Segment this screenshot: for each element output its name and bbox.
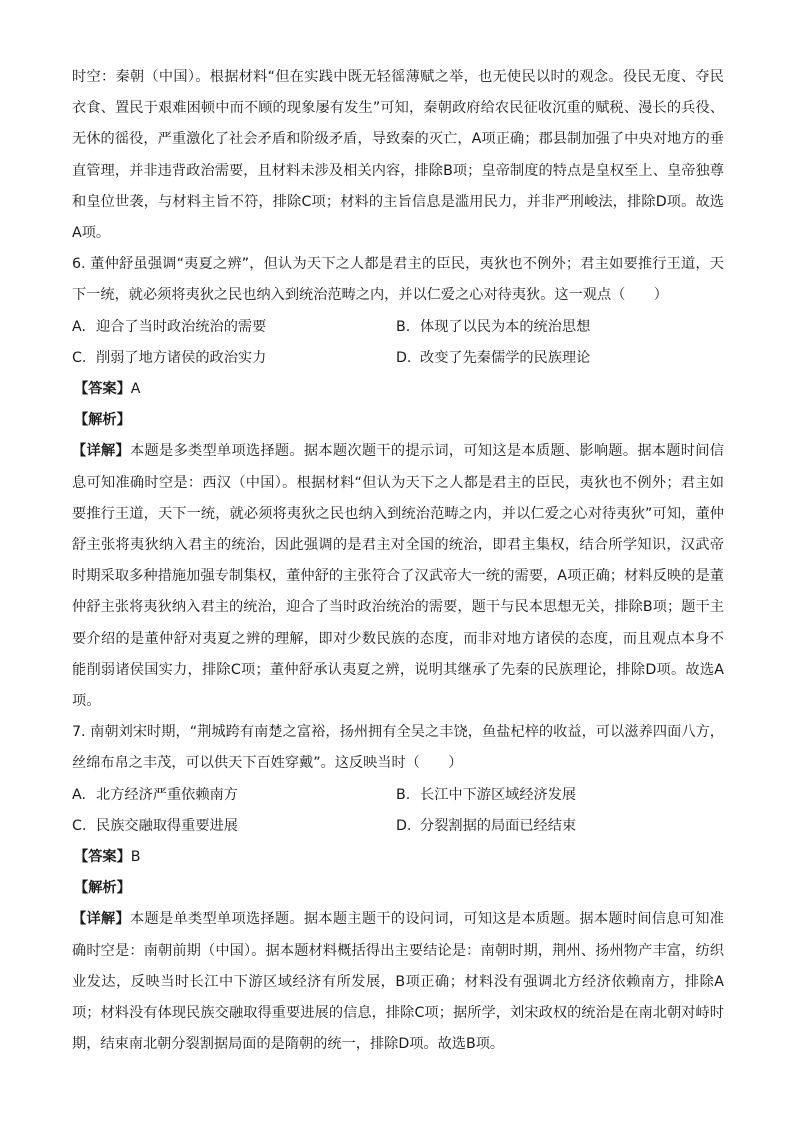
q6-option-b — [396, 312, 724, 343]
question-6 — [72, 249, 724, 717]
option-text: 民族交融取得重要进展 — [96, 817, 238, 834]
q6-analysis-line — [72, 405, 724, 436]
answer-tag: 【答案】 — [74, 849, 131, 866]
option-text: 北方经济严重依赖南方 — [96, 786, 238, 803]
question-6-stem: 6. 董仲舒虽强调“夷夏之辨”，但认为天下之人都是君主的臣民，夷狄也不例外；君主如要推行王道，天下一统，就必须将夷狄之民也纳入到统治范畴之内，并以仁爱之心对待夷狄。这一观点（ ） — [72, 256, 724, 304]
q6-detail-paragraph — [72, 436, 724, 717]
q7-answer-line — [72, 842, 724, 873]
q6-option-c — [72, 343, 396, 374]
q7-option-a — [72, 780, 396, 811]
answer-value: B — [130, 849, 141, 866]
detail-tag: 【详解】 — [72, 911, 130, 928]
option-letter: D. — [396, 817, 412, 834]
option-letter: A. — [72, 786, 86, 803]
question-6-options — [72, 312, 724, 374]
option-text: 改变了先秦儒学的民族理论 — [420, 349, 591, 366]
option-letter: D. — [396, 349, 412, 366]
question-7 — [72, 717, 724, 1060]
option-text: 削弱了地方诸侯的政治实力 — [96, 349, 267, 366]
document-page — [72, 62, 724, 1061]
option-letter: C. — [72, 349, 87, 366]
option-letter: C. — [72, 817, 87, 834]
detail-text: 本题是多类型单项选择题。据本题次题干的提示词，可知这是本质题、影响题。据本题时间信息可知准确时空是：西汉（中国）。根据材料“但认为天下之人都是君主的臣民，夷狄也不例外；君主如要推行王道，天下一统，就必须将夷狄之民也纳入到统治范畴之内，并以仁爱之心对待夷狄”可知，董仲舒主张将夷狄纳入君主的统治，因此强调的是君主对全国的统治，即君主集权，结合所学知识，汉武帝时期采取多种措施加强专制集权，董仲舒的主张符合了汉武帝大一统的需要，A项正确；材料反映的是董仲舒主张将夷狄纳入君主的统治，迎合了当时政治统治的需要，题干与民本思想无关，排除B项；题干主要介绍的是董仲舒对夷夏之辨的理解，即对少数民族的态度，而非对地方诸侯的态度，而且观点本身不能削弱诸侯国实力，排除C项；董仲舒承认夷夏之辨，说明其继承了先秦的民族理论，排除D项。故选A项。 — [72, 443, 724, 710]
q6-answer-line — [72, 374, 724, 405]
question-7-options — [72, 780, 724, 842]
q7-option-c — [72, 811, 396, 842]
q6-option-d — [396, 343, 724, 374]
option-letter: A. — [72, 318, 86, 335]
option-letter: B. — [396, 786, 411, 803]
analysis-tag: 【解析】 — [74, 880, 131, 897]
q7-option-d — [396, 811, 724, 842]
option-text: 分裂割据的局面已经结束 — [420, 817, 577, 834]
detail-text: 本题是单类型单项选择题。据本题主题干的设问词，可知这是本质题。据本题时间信息可知准确时空是：南朝前期（中国）。据本题材料概括得出主要结论是：南朝时期，荆州、扬州物产丰富，纺织业发达，反映当时长江中下游区域经济有所发展，B项正确；材料没有强调北方经济依赖南方，排除A项；材料没有体现民族交融取得重要进展的信息，排除C项；据所学，刘宋政权的统治是在南北朝对峙时期，结束南北朝分裂割据局面的是隋朝的统一，排除D项。故选B项。 — [72, 911, 724, 1053]
detail-tag: 【详解】 — [72, 443, 130, 460]
option-letter: B. — [396, 318, 411, 335]
answer-tag: 【答案】 — [74, 381, 131, 398]
option-text: 长江中下游区域经济发展 — [420, 786, 577, 803]
q7-option-b — [396, 780, 724, 811]
option-text: 体现了以民为本的统治思想 — [420, 318, 591, 335]
analysis-tag: 【解析】 — [74, 412, 131, 429]
question-7-stem: 7. 南朝刘宋时期，“荆城跨有南楚之富裕，扬州拥有全吴之丰饶，鱼盐杞梓的收益，可以滋养四面八方，丝绵布帛之丰茂，可以供天下百姓穿戴”。这反映当时（ ） — [72, 724, 724, 772]
q7-detail-paragraph — [72, 904, 724, 1060]
answer-value: A — [130, 381, 141, 398]
q7-analysis-line — [72, 873, 724, 904]
prev-analysis-paragraph: 时空：秦朝（中国）。根据材料“但在实践中既无轻徭薄赋之举，也无使民以时的观念。役民无度、夺民衣食、置民于艰难困顿中而不顾的现象屡有发生”可知，秦朝政府给农民征收沉重的赋税、漫长的兵役、无休的徭役，严重激化了社会矛盾和阶级矛盾，导致秦的灭亡，A项正确；郡县制加强了中央对地方的垂直管理，并非违背政治需要，且材料未涉及相关内容，排除B项；皇帝制度的特点是皇权至上、皇帝独尊和皇位世袭，与材料主旨不符，排除C项；材料的主旨信息是滥用民力，并非严刑峻法，排除D项。故选A项。 — [72, 69, 724, 242]
q6-option-a — [72, 312, 396, 343]
option-text: 迎合了当时政治统治的需要 — [96, 318, 267, 335]
